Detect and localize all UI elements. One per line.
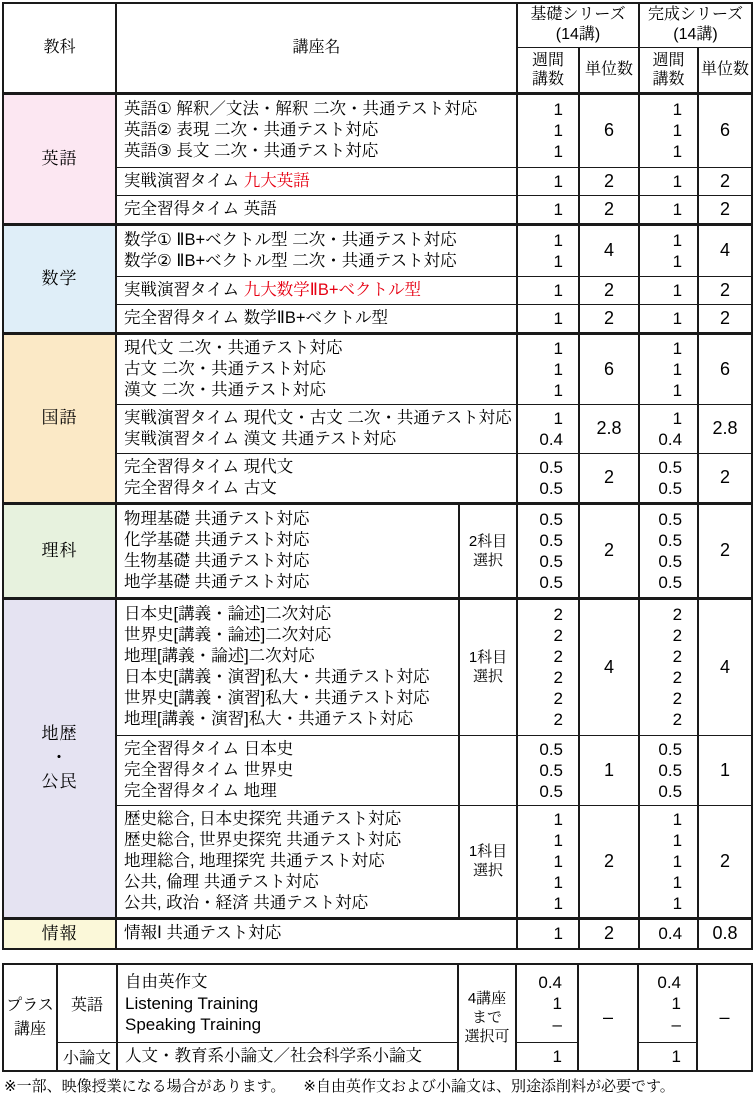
- basic-weekly-cell: 1 1 1: [517, 333, 579, 404]
- subject-cell-science: 理科: [3, 503, 116, 598]
- footnotes: [2, 1072, 748, 1097]
- basic-weekly-cell: 1: [516, 1042, 578, 1071]
- basic-weekly-cell: 0.4 1 –: [516, 964, 578, 1042]
- complete-units-cell: 4: [698, 598, 752, 735]
- course-cell: 物理基礎 共通テスト対応 化学基礎 共通テスト対応 生物基礎 共通テスト対応 地学基礎 共通テスト対応: [116, 503, 459, 598]
- series-basic-name: 基礎シリーズ: [530, 6, 626, 24]
- complete-weekly-cell: 1 1 1 1 1: [639, 805, 698, 918]
- complete-units-cell: 1: [698, 735, 752, 805]
- complete-weekly-cell: 1 1 1: [639, 333, 698, 404]
- complete-units-cell: 2: [698, 453, 752, 503]
- complete-weekly-cell: 1 1 1: [639, 93, 698, 167]
- basic-units-cell: 2: [579, 918, 639, 949]
- header-series-complete: [639, 3, 752, 47]
- course-group-row: [3, 333, 752, 404]
- complete-units-cell: 2: [698, 195, 752, 224]
- basic-units-cell: 4: [579, 224, 639, 276]
- basic-units-cell: 2: [579, 195, 639, 224]
- course-group-row: [3, 453, 752, 503]
- basic-weekly-cell: 0.5 0.5 0.5 0.5: [517, 503, 579, 598]
- selector-cell-empty: [459, 735, 517, 805]
- header-subject: 教科: [3, 3, 116, 93]
- complete-weekly-cell: 1: [639, 195, 698, 224]
- plus-label-english: 英語: [57, 964, 117, 1042]
- course-group-row: [3, 167, 752, 195]
- complete-weekly-cell: 0.5 0.5 0.5 0.5: [639, 503, 698, 598]
- basic-weekly-cell: 1 1 1 1 1: [517, 805, 579, 918]
- course-group-row: [3, 404, 752, 453]
- subject-cell-information: 情報: [3, 918, 116, 949]
- selector-cell: 2科目 選択: [459, 503, 517, 598]
- selector-cell: 4講座 まで 選択可: [458, 964, 516, 1071]
- header-basic-units: 単位数: [579, 47, 639, 93]
- complete-units-cell: –: [697, 964, 752, 1071]
- basic-weekly-cell: 1 1: [517, 224, 579, 276]
- basic-units-cell: 1: [579, 735, 639, 805]
- complete-weekly-cell: 1: [638, 1042, 697, 1071]
- course-cell: 完全習得タイム 数学ⅡB+ベクトル型: [116, 304, 517, 333]
- selector-cell: 1科目 選択: [459, 598, 517, 735]
- course-group-row: [3, 805, 752, 918]
- basic-weekly-cell: 1: [517, 918, 579, 949]
- course-group-row: [3, 224, 752, 276]
- series-basic-count: (14講): [555, 26, 601, 44]
- course-cell: 現代文 二次・共通テスト対応 古文 二次・共通テスト対応 漢文 二次・共通テスト対応: [116, 333, 517, 404]
- series-complete-name: 完成シリーズ: [647, 6, 744, 24]
- complete-weekly-cell: 0.4: [639, 918, 698, 949]
- complete-units-cell: 2: [698, 167, 752, 195]
- course-cell: 自由英作文 Listening Training Speaking Training: [117, 964, 458, 1042]
- basic-units-cell: –: [578, 964, 638, 1071]
- header-complete-units: 単位数: [698, 47, 752, 93]
- course-cell: 日本史[講義・論述]二次対応 世界史[講義・論述]二次対応 地理[講義・論述]二次対応 日本史[講義・演習]私大・共通テスト対応 世界史[講義・演習]私大・共通テスト対応 地理[講義・演習]私大・共通テスト対応: [116, 598, 459, 735]
- complete-weekly-cell: 1: [639, 276, 698, 304]
- header-series-basic: [517, 3, 639, 47]
- complete-units-cell: 2: [698, 805, 752, 918]
- basic-units-cell: 6: [579, 333, 639, 404]
- subject-cell-japanese: 国語: [3, 333, 116, 503]
- complete-units-cell: 2: [698, 503, 752, 598]
- complete-units-cell: 2.8: [698, 404, 752, 453]
- course-cell: 実戦演習タイム 現代文・古文 二次・共通テスト対応 実戦演習タイム 漢文 共通テスト対応: [116, 404, 517, 453]
- course-group-row: [3, 735, 752, 805]
- curriculum-table: [2, 2, 753, 950]
- basic-units-cell: 2: [579, 805, 639, 918]
- complete-weekly-cell: 2 2 2 2 2 2: [639, 598, 698, 735]
- plus-row-english: [3, 964, 752, 1042]
- course-cell: 人文・教育系小論文／社会科学系小論文: [117, 1042, 458, 1071]
- subject-cell-math: 数学: [3, 224, 116, 333]
- basic-weekly-cell: 0.5 0.5 0.5: [517, 735, 579, 805]
- plus-label-essay: 小論文: [57, 1042, 117, 1071]
- course-cell: 完全習得タイム 現代文 完全習得タイム 古文: [116, 453, 517, 503]
- course-cell: 情報Ⅰ 共通テスト対応: [116, 918, 517, 949]
- complete-units-cell: 0.8: [698, 918, 752, 949]
- header-course: 講座名: [116, 3, 517, 93]
- subject-cell-english: 英語: [3, 93, 116, 224]
- course-group-row: [3, 503, 752, 598]
- course-cell: 歴史総合, 日本史探究 共通テスト対応 歴史総合, 世界史探究 共通テスト対応 地理総合, 地理探究 共通テスト対応 公共, 倫理 共通テスト対応 公共, 政治・経済 共通テスト対応: [116, 805, 459, 918]
- basic-weekly-cell: 1: [517, 276, 579, 304]
- basic-weekly-cell: 1: [517, 304, 579, 333]
- basic-units-cell: 4: [579, 598, 639, 735]
- header-row-series: [3, 3, 752, 47]
- complete-weekly-cell: 0.5 0.5: [639, 453, 698, 503]
- complete-weekly-cell: 1: [639, 304, 698, 333]
- header-complete-weekly: 週間 講数: [639, 47, 698, 93]
- basic-units-cell: 2: [579, 167, 639, 195]
- header-basic-weekly: 週間 講数: [517, 47, 579, 93]
- course-group-row: [3, 93, 752, 167]
- course-cell: 実戦演習タイム 九大数学ⅡB+ベクトル型: [116, 276, 517, 304]
- basic-units-cell: 6: [579, 93, 639, 167]
- complete-weekly-cell: 1 0.4: [639, 404, 698, 453]
- basic-units-cell: 2: [579, 453, 639, 503]
- basic-units-cell: 2.8: [579, 404, 639, 453]
- course-cell: 完全習得タイム 日本史 完全習得タイム 世界史 完全習得タイム 地理: [116, 735, 459, 805]
- course-cell: 実戦演習タイム 九大英語: [116, 167, 517, 195]
- basic-weekly-cell: 1 0.4: [517, 404, 579, 453]
- basic-units-cell: 2: [579, 276, 639, 304]
- basic-units-cell: 2: [579, 304, 639, 333]
- selector-cell: 1科目 選択: [459, 805, 517, 918]
- subject-cell-plus: プラス 講座: [3, 964, 57, 1071]
- complete-units-cell: 6: [698, 93, 752, 167]
- course-group-row: [3, 598, 752, 735]
- course-cell: 英語① 解釈／文法・解釈 二次・共通テスト対応 英語② 表現 二次・共通テスト対応 英語③ 長文 二次・共通テスト対応: [116, 93, 517, 167]
- course-group-row: [3, 918, 752, 949]
- basic-weekly-cell: 2 2 2 2 2 2: [517, 598, 579, 735]
- basic-units-cell: 2: [579, 503, 639, 598]
- course-group-row: [3, 195, 752, 224]
- plus-course-table: [2, 963, 753, 1072]
- basic-weekly-cell: 0.5 0.5: [517, 453, 579, 503]
- complete-units-cell: 6: [698, 333, 752, 404]
- course-group-row: [3, 304, 752, 333]
- complete-weekly-cell: 1: [639, 167, 698, 195]
- complete-units-cell: 2: [698, 304, 752, 333]
- highlighted-course-name: 九大英語: [243, 171, 310, 190]
- plus-row-essay: [3, 1042, 752, 1071]
- footnote-1: ※一部、映像授業になる場合があります。: [4, 1078, 286, 1095]
- complete-weekly-cell: 0.5 0.5 0.5: [639, 735, 698, 805]
- basic-weekly-cell: 1 1 1: [517, 93, 579, 167]
- complete-units-cell: 2: [698, 276, 752, 304]
- footnote-2: ※自由英作文および小論文は、別途添削料が必要です。: [303, 1078, 675, 1095]
- basic-weekly-cell: 1: [517, 167, 579, 195]
- course-cell: 数学① ⅡB+ベクトル型 二次・共通テスト対応 数学② ⅡB+ベクトル型 二次・共通テスト対応: [116, 224, 517, 276]
- complete-weekly-cell: 0.4 1 –: [638, 964, 697, 1042]
- course-group-row: [3, 276, 752, 304]
- complete-weekly-cell: 1 1: [639, 224, 698, 276]
- course-cell: 完全習得タイム 英語: [116, 195, 517, 224]
- series-complete-count: (14講): [673, 26, 718, 44]
- highlighted-course-name: 九大数学ⅡB+ベクトル型: [243, 280, 422, 299]
- basic-weekly-cell: 1: [517, 195, 579, 224]
- complete-units-cell: 4: [698, 224, 752, 276]
- subject-cell-social: 地歴 ・ 公民: [3, 598, 116, 918]
